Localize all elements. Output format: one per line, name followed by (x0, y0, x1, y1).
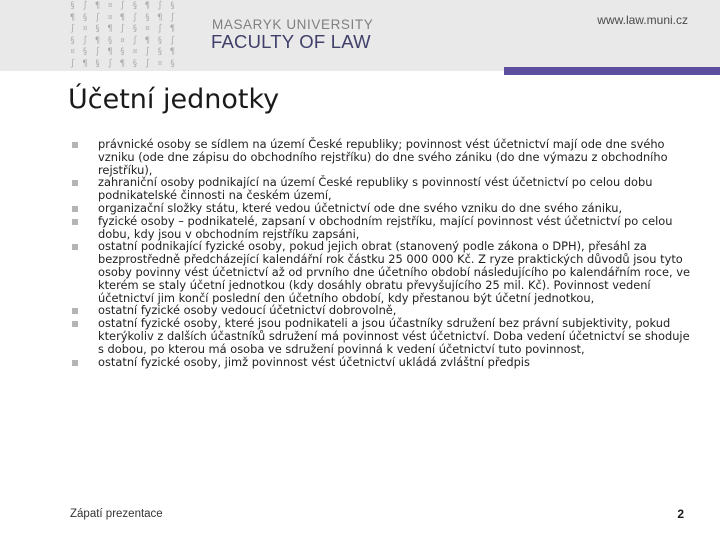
bullet-item (70, 138, 690, 176)
page-number: 2 (677, 507, 684, 521)
square-bullet-icon (72, 206, 78, 212)
footer-text: Zápatí prezentace (70, 508, 163, 520)
bullet-list (70, 138, 690, 368)
logo-symbol-pattern: § ∫ ¶ ¤ ∫ § ¶ ∫ § ¶ § ∫ ¤ ¶ ∫ § ¶ ∫ ∫ ¤ § ¶ ∫ § ¤ ∫ ¶ § ∫ ¶ § ¤ ∫ ¶ § ∫ ¤ § ∫ ¶ § ¤ ∫ § ¶ ∫ ¶ § ∫ ¶ § ∫ ¤ § (70, 0, 177, 68)
bullet-text: ostatní fyzické osoby, které jsou podnikateli a jsou účastníky sdružení bez právní subjektivity, pokud kterýkoliv z dalších účastníků sdružení má povinnost vést účetnictví. Doba vedení účetnictví se shoduje s dobou, po kterou má osoba ve sdružení povinná k vedení účetnictví tuto povinnost, (98, 316, 690, 356)
accent-bar (504, 67, 720, 75)
university-name: MASARYK UNIVERSITY (212, 17, 374, 32)
bullet-item (70, 356, 690, 369)
slide-title: Účetní jednotky (68, 84, 280, 115)
square-bullet-icon (72, 142, 78, 148)
bullet-item (70, 176, 690, 202)
bullet-text: ostatní fyzické osoby vedoucí účetnictví dobrovolně, (98, 303, 397, 318)
bullet-item (70, 240, 690, 304)
square-bullet-icon (72, 180, 78, 186)
bullet-text: právnické osoby se sídlem na území České republiky; povinnost vést účetnictví mají ode dne svého vzniku (ode dne zápisu do obchodního rejstříku) do dne svého zániku (do dne výmazu z obchodního rejstříku), (98, 137, 668, 177)
bullet-text: fyzické osoby – podnikatelé, zapsaní v obchodním rejstříku, mající povinnost vést účetnictví po celou dobu, kdy jsou v obchodním rejstříku zapsáni, (98, 213, 673, 241)
square-bullet-icon (72, 308, 78, 314)
square-bullet-icon (72, 219, 78, 225)
site-url[interactable]: www.law.muni.cz (597, 13, 688, 27)
square-bullet-icon (72, 321, 78, 327)
bullet-text: zahraniční osoby podnikající na území České republiky s povinností vést účetnictví po celou dobu podnikatelské činnosti na českém území, (98, 175, 653, 203)
bullet-text: ostatní podnikající fyzické osoby, pokud jejich obrat (stanovený podle zákona o DPH), přesáhl za bezprostředně předcházející kalendářní rok částku 25 000 000 Kč. Z ryze praktických důvodů jsou tyto osoby povinny vést účetnictví až od prvního dne účetního období následujícího po kalendářním roce, ve kterém se staly účetní jednotkou (kdy dosáhly obratu převyšujícího 25 mil. Kč). Povinnost vedení účetnictví jim končí poslední den účetního období, kdy přestanou být účetní jednotkou, (98, 239, 690, 305)
square-bullet-icon (72, 244, 78, 250)
faculty-name: FACULTY OF LAW (211, 31, 371, 52)
bullet-item (70, 317, 690, 355)
square-bullet-icon (72, 360, 78, 366)
bullet-text: organizační složky státu, které vedou účetnictví ode dne svého vzniku do dne svého zániku, (98, 200, 623, 215)
bullet-item (70, 215, 690, 241)
bullet-text: ostatní fyzické osoby, jimž povinnost vést účetnictví ukládá zvláštní předpis (98, 354, 530, 369)
